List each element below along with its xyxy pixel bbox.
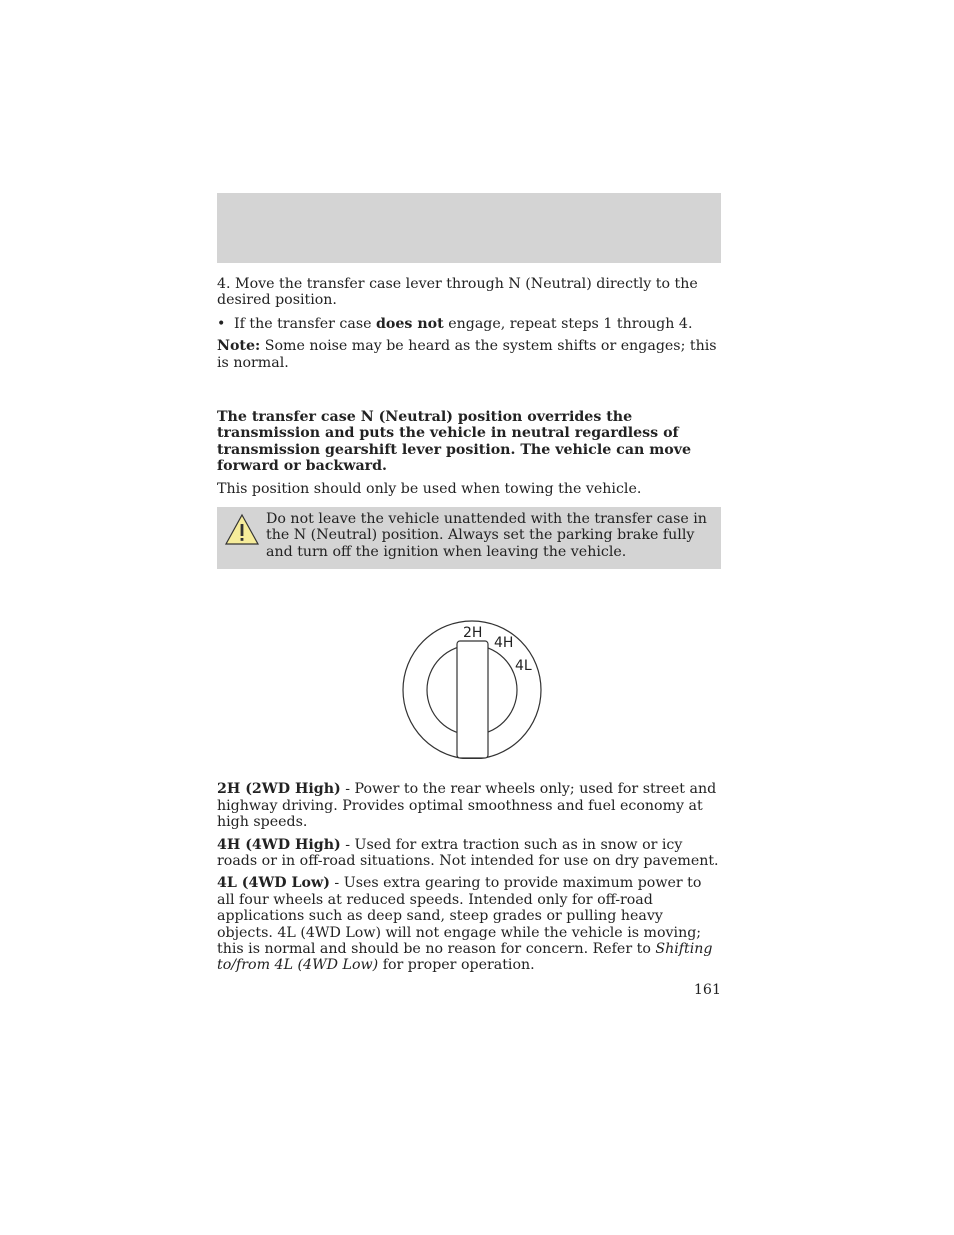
knob-label-4l: 4L (515, 658, 532, 675)
warning-triangle-icon (224, 513, 260, 547)
bullet-post-text: engage, repeat steps 1 through 4. (448, 315, 693, 332)
bullet-pre-text: If the transfer case (234, 315, 372, 332)
mode-4h-label: 4H (4WD High) (217, 836, 341, 853)
mode-4h-description (217, 837, 721, 870)
note-label: Note: (217, 338, 261, 355)
page-content (217, 276, 721, 980)
header-band (217, 193, 721, 263)
knob-label-2h: 2H (463, 625, 483, 642)
note-paragraph (217, 338, 721, 371)
page-number: 161 (693, 982, 721, 998)
mode-2h-label: 2H (2WD High) (217, 781, 341, 798)
mode-4h-text: - Used for extra traction such as in snow or icy roads or in off-road situations. Not intended for use on dry pavement. (217, 836, 719, 869)
bullet-bold-text: does not (376, 315, 444, 332)
note-text: Some noise may be heard as the system shifts or engages; this is normal. (217, 338, 717, 371)
mode-4l-label: 4L (4WD Low) (217, 875, 330, 892)
bullet-item (217, 316, 721, 332)
neutral-warning-text: The transfer case N (Neutral) position overrides the transmission and puts the vehicle in neutral regardless of transmission gearshift lever position. The vehicle can move forward or backward. (217, 409, 692, 475)
knob-label-4h: 4H (494, 635, 514, 652)
mode-4l-reference: Shifting to/from 4L (4WD Low) (217, 940, 713, 974)
bullet-icon: • (217, 315, 226, 332)
caution-box (217, 507, 721, 569)
towing-text: This position should only be used when towing the vehicle. (217, 480, 642, 497)
mode-4l-text: - Uses extra gearing to provide maximum power to all four wheels at reduced speeds. Intended only for off-road applications such as deep sand, steep grades or pulling heavy objects. 4L (4WD Low) will not engage while the vehicle is moving; this is normal and should be no reason for concern. Refer to (217, 875, 702, 957)
mode-2h-description (217, 781, 721, 830)
mode-4l-description (217, 875, 721, 973)
step-4-text: 4. Move the transfer case lever through N (Neutral) directly to the desired position. (217, 276, 698, 309)
caution-text: Do not leave the vehicle unattended with the transfer case in the N (Neutral) position. Always set the parking brake fully and turn off the ignition when leaving the vehicle. (266, 511, 707, 560)
mode-2h-text: - Power to the rear wheels only; used for street and highway driving. Provides optimal smoothness and fuel economy at high speeds. (217, 781, 717, 831)
mode-4l-tail: for proper operation. (378, 957, 535, 974)
transfer-case-knob-figure (217, 569, 721, 781)
knob-handle (457, 641, 488, 758)
transfer-case-knob-diagram (402, 617, 542, 759)
